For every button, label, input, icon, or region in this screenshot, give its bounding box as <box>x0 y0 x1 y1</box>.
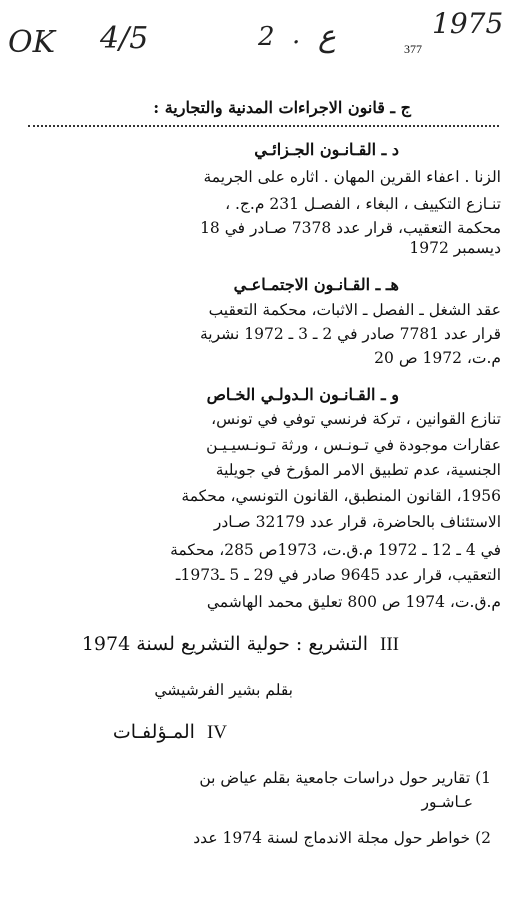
section-h-line: عقد الشغل ـ الفصل ـ الاثبات، محكمة التعقيب <box>208 301 501 319</box>
section-w-line: التعقيب، قرار عدد 9645 صادر في 29 ـ 5 ـ1973ـ <box>175 566 501 584</box>
section-w-title: القـانـون الـدولـي الخـاص <box>206 385 376 404</box>
section-w-line: 1956، القانون المنطبق، القانون التونسي، محكمة <box>181 487 501 505</box>
section-iv-item: 1) تقارير حول دراسات جامعية بقلم عياض بن <box>199 769 491 787</box>
section-w-line: عقارات موجودة في تـونـس ، ورثة تـونـسيـيـن <box>206 436 501 454</box>
section-iv-item: 2) خواطر حول مجلة الاندماج لسنة 1974 عدد <box>193 829 491 847</box>
section-w-line: الجنسية، عدم تطبيق الامر المؤرخ في جويلية <box>215 461 501 479</box>
section-d-letter: د ـ <box>381 140 399 159</box>
section-w-line: الاستئناف بالحاضرة، قرار عدد 32179 صـادر <box>213 513 501 531</box>
section-h-heading <box>234 275 399 295</box>
section-d-line: محكمة التعقيب، قرار عدد 7378 صـادر في 18 <box>200 219 501 237</box>
section-w-line: في 4 ـ 12 ـ 1972 م.ق.ت، 1973ص 285، محكمة <box>170 541 501 559</box>
section-h-letter: هـ ـ <box>375 275 399 294</box>
section-d-line: الزنا . اعفاء القرين المهان . اثاره على الجريمة <box>203 168 501 186</box>
handwritten-code: OK <box>8 25 56 60</box>
section-iii-numeral: III <box>380 634 399 655</box>
handwritten-date-sep: . <box>292 20 301 50</box>
section-iv-numeral: IV <box>206 722 227 743</box>
section-h-title: القـانـون الاجتمـاعـي <box>233 275 371 294</box>
section-iv-item-continuation: عـاشـور <box>421 793 473 811</box>
section-iii-author: بقلم بشير الفرشيشي <box>154 681 293 699</box>
handwritten-date-month: ع <box>318 19 336 54</box>
section-w-letter: و ـ <box>381 385 399 404</box>
dotted-separator <box>28 125 499 127</box>
section-w-line: تنازع القوانين ، تركة فرنسي توفي في تونس، <box>211 410 501 428</box>
section-iv-title: المـؤلفـات <box>112 721 195 743</box>
section-d-title: القـانـون الجـزائـي <box>254 140 377 159</box>
section-d-heading <box>254 140 399 160</box>
section-w-line: م.ق.ت، 1974 ص 800 تعليق محمد الهاشمي <box>206 593 501 611</box>
page-number: 377 <box>404 42 422 56</box>
handwritten-date-year: 1975 <box>432 7 504 40</box>
section-iii-heading <box>82 632 399 657</box>
section-j-heading: ج ـ قانون الاجراءات المدنية والتجارية : <box>153 98 411 117</box>
section-h-line: م.ت، 1972 ص 20 <box>374 349 501 367</box>
section-d-line: تنـازع التكييف ، البغاء ، الفصـل 231 م.ج. ، <box>225 195 501 213</box>
handwritten-date-day: 2 <box>258 22 275 52</box>
handwritten-fraction: 4/5 <box>100 21 149 56</box>
section-iv-heading <box>113 720 227 745</box>
section-iii-title: التشريع : حولية التشريع لسنة 1974 <box>81 633 368 655</box>
section-w-heading <box>207 385 399 405</box>
section-d-line: ديسمبر 1972 <box>409 239 501 257</box>
section-h-line: قرار عدد 7781 صادر في 2 ـ 3 ـ 1972 نشرية <box>199 325 501 343</box>
